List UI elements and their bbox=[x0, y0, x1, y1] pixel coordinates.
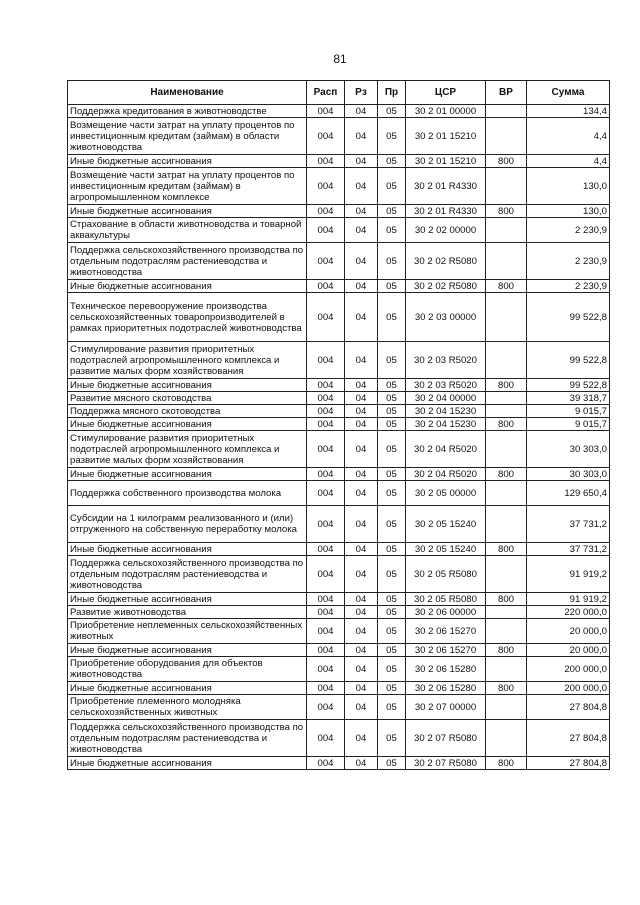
cell-name: Страхование в области животноводства и товарной аквакультуры bbox=[68, 218, 307, 243]
cell-pr: 05 bbox=[378, 543, 406, 556]
cell-sum: 9 015,7 bbox=[527, 418, 610, 431]
cell-rz: 04 bbox=[345, 556, 378, 593]
cell-rasp: 004 bbox=[307, 293, 345, 342]
cell-rasp: 004 bbox=[307, 606, 345, 619]
cell-name: Стимулирование развития приоритетных подотраслей агропромышленного комплекса и развитие малых форм хозяйствования bbox=[68, 342, 307, 379]
cell-rasp: 004 bbox=[307, 118, 345, 155]
cell-sum: 99 522,8 bbox=[527, 293, 610, 342]
table-row bbox=[68, 293, 610, 342]
table-row bbox=[68, 593, 610, 606]
cell-pr: 05 bbox=[378, 243, 406, 280]
cell-rasp: 004 bbox=[307, 644, 345, 657]
budget-table bbox=[67, 80, 610, 770]
cell-rz: 04 bbox=[345, 168, 378, 205]
table-row bbox=[68, 218, 610, 243]
cell-rasp: 004 bbox=[307, 280, 345, 293]
cell-sum: 200 000,0 bbox=[527, 682, 610, 695]
cell-rasp: 004 bbox=[307, 720, 345, 757]
cell-csr: 30 2 04 15230 bbox=[406, 405, 486, 418]
cell-sum: 99 522,8 bbox=[527, 342, 610, 379]
cell-name: Поддержка сельскохозяйственного производства по отдельным подотраслям растениеводства и животноводства bbox=[68, 720, 307, 757]
cell-pr: 05 bbox=[378, 695, 406, 720]
cell-csr: 30 2 05 15240 bbox=[406, 543, 486, 556]
cell-csr: 30 2 01 00000 bbox=[406, 105, 486, 118]
cell-rz: 04 bbox=[345, 379, 378, 392]
cell-rasp: 004 bbox=[307, 468, 345, 481]
cell-vr: 800 bbox=[486, 593, 527, 606]
cell-csr: 30 2 05 R5080 bbox=[406, 556, 486, 593]
cell-name: Поддержка сельскохозяйственного производства по отдельным подотраслям растениеводства и животноводства bbox=[68, 556, 307, 593]
cell-sum: 30 303,0 bbox=[527, 431, 610, 468]
table-row bbox=[68, 757, 610, 770]
cell-vr: 800 bbox=[486, 205, 527, 218]
cell-name: Поддержка сельскохозяйственного производства по отдельным подотраслям растениеводства и животноводства bbox=[68, 243, 307, 280]
cell-pr: 05 bbox=[378, 392, 406, 405]
cell-vr bbox=[486, 293, 527, 342]
cell-vr bbox=[486, 392, 527, 405]
cell-rz: 04 bbox=[345, 644, 378, 657]
cell-rz: 04 bbox=[345, 682, 378, 695]
cell-vr bbox=[486, 657, 527, 682]
cell-pr: 05 bbox=[378, 218, 406, 243]
cell-csr: 30 2 06 00000 bbox=[406, 606, 486, 619]
cell-vr bbox=[486, 481, 527, 506]
cell-pr: 05 bbox=[378, 757, 406, 770]
cell-rz: 04 bbox=[345, 418, 378, 431]
cell-pr: 05 bbox=[378, 431, 406, 468]
cell-rasp: 004 bbox=[307, 205, 345, 218]
cell-rasp: 004 bbox=[307, 506, 345, 543]
cell-csr: 30 2 04 R5020 bbox=[406, 468, 486, 481]
cell-rz: 04 bbox=[345, 606, 378, 619]
header-rz: Рз bbox=[345, 81, 378, 105]
cell-vr: 800 bbox=[486, 418, 527, 431]
cell-csr: 30 2 07 R5080 bbox=[406, 757, 486, 770]
cell-pr: 05 bbox=[378, 280, 406, 293]
cell-csr: 30 2 04 00000 bbox=[406, 392, 486, 405]
cell-vr bbox=[486, 168, 527, 205]
cell-sum: 20 000,0 bbox=[527, 644, 610, 657]
cell-vr bbox=[486, 405, 527, 418]
cell-sum: 220 000,0 bbox=[527, 606, 610, 619]
cell-rasp: 004 bbox=[307, 481, 345, 506]
table-row bbox=[68, 543, 610, 556]
cell-pr: 05 bbox=[378, 657, 406, 682]
cell-vr bbox=[486, 218, 527, 243]
cell-pr: 05 bbox=[378, 379, 406, 392]
cell-name: Техническое перевооружение производства сельскохозяйственных товаропроизводителей в рамках приоритетных подотраслей животноводства bbox=[68, 293, 307, 342]
cell-rz: 04 bbox=[345, 757, 378, 770]
cell-vr: 800 bbox=[486, 543, 527, 556]
table-row bbox=[68, 682, 610, 695]
cell-rz: 04 bbox=[345, 280, 378, 293]
cell-rasp: 004 bbox=[307, 418, 345, 431]
cell-vr bbox=[486, 506, 527, 543]
table-row bbox=[68, 405, 610, 418]
cell-csr: 30 2 05 R5080 bbox=[406, 593, 486, 606]
cell-csr: 30 2 06 15270 bbox=[406, 644, 486, 657]
cell-rz: 04 bbox=[345, 481, 378, 506]
cell-sum: 30 303,0 bbox=[527, 468, 610, 481]
cell-rasp: 004 bbox=[307, 243, 345, 280]
table-row bbox=[68, 606, 610, 619]
cell-name: Стимулирование развития приоритетных подотраслей агропромышленного комплекса и развитие малых форм хозяйствования bbox=[68, 431, 307, 468]
cell-rasp: 004 bbox=[307, 379, 345, 392]
header-pr: Пр bbox=[378, 81, 406, 105]
cell-rz: 04 bbox=[345, 342, 378, 379]
table-row bbox=[68, 481, 610, 506]
cell-name: Поддержка мясного скотоводства bbox=[68, 405, 307, 418]
cell-csr: 30 2 07 00000 bbox=[406, 695, 486, 720]
cell-rasp: 004 bbox=[307, 682, 345, 695]
cell-csr: 30 2 01 15210 bbox=[406, 155, 486, 168]
cell-pr: 05 bbox=[378, 342, 406, 379]
cell-rasp: 004 bbox=[307, 218, 345, 243]
cell-rasp: 004 bbox=[307, 155, 345, 168]
cell-sum: 4,4 bbox=[527, 155, 610, 168]
table-row bbox=[68, 379, 610, 392]
cell-pr: 05 bbox=[378, 556, 406, 593]
cell-name: Приобретение племенного молодняка сельскохозяйственных животных bbox=[68, 695, 307, 720]
cell-csr: 30 2 02 00000 bbox=[406, 218, 486, 243]
header-vr: ВР bbox=[486, 81, 527, 105]
cell-pr: 05 bbox=[378, 168, 406, 205]
cell-sum: 27 804,8 bbox=[527, 695, 610, 720]
cell-rz: 04 bbox=[345, 155, 378, 168]
cell-csr: 30 2 03 00000 bbox=[406, 293, 486, 342]
cell-name: Приобретение оборудования для объектов животноводства bbox=[68, 657, 307, 682]
cell-name: Иные бюджетные ассигнования bbox=[68, 280, 307, 293]
cell-name: Иные бюджетные ассигнования bbox=[68, 205, 307, 218]
header-sum: Сумма bbox=[527, 81, 610, 105]
table-row bbox=[68, 556, 610, 593]
cell-sum: 134,4 bbox=[527, 105, 610, 118]
cell-vr bbox=[486, 105, 527, 118]
cell-name: Поддержка кредитования в животноводстве bbox=[68, 105, 307, 118]
cell-vr bbox=[486, 342, 527, 379]
cell-vr: 800 bbox=[486, 757, 527, 770]
table-row bbox=[68, 506, 610, 543]
cell-pr: 05 bbox=[378, 155, 406, 168]
cell-vr bbox=[486, 556, 527, 593]
table-row bbox=[68, 657, 610, 682]
cell-sum: 4,4 bbox=[527, 118, 610, 155]
cell-sum: 37 731,2 bbox=[527, 506, 610, 543]
cell-rz: 04 bbox=[345, 218, 378, 243]
cell-name: Приобретение неплеменных сельскохозяйственных животных bbox=[68, 619, 307, 644]
cell-name: Иные бюджетные ассигнования bbox=[68, 757, 307, 770]
cell-name: Иные бюджетные ассигнования bbox=[68, 468, 307, 481]
cell-name: Иные бюджетные ассигнования bbox=[68, 418, 307, 431]
cell-sum: 37 731,2 bbox=[527, 543, 610, 556]
cell-sum: 99 522,8 bbox=[527, 379, 610, 392]
table-row bbox=[68, 155, 610, 168]
cell-rz: 04 bbox=[345, 392, 378, 405]
cell-vr bbox=[486, 695, 527, 720]
cell-csr: 30 2 07 R5080 bbox=[406, 720, 486, 757]
table-row bbox=[68, 468, 610, 481]
cell-pr: 05 bbox=[378, 619, 406, 644]
cell-rasp: 004 bbox=[307, 593, 345, 606]
cell-rasp: 004 bbox=[307, 757, 345, 770]
cell-name: Поддержка собственного производства молока bbox=[68, 481, 307, 506]
table-row bbox=[68, 243, 610, 280]
cell-pr: 05 bbox=[378, 293, 406, 342]
cell-csr: 30 2 01 R4330 bbox=[406, 168, 486, 205]
cell-rasp: 004 bbox=[307, 619, 345, 644]
cell-rz: 04 bbox=[345, 105, 378, 118]
table-row bbox=[68, 392, 610, 405]
cell-sum: 200 000,0 bbox=[527, 657, 610, 682]
cell-pr: 05 bbox=[378, 593, 406, 606]
cell-csr: 30 2 01 15210 bbox=[406, 118, 486, 155]
cell-vr bbox=[486, 720, 527, 757]
cell-pr: 05 bbox=[378, 405, 406, 418]
cell-pr: 05 bbox=[378, 682, 406, 695]
table-row bbox=[68, 280, 610, 293]
cell-vr bbox=[486, 243, 527, 280]
cell-name: Иные бюджетные ассигнования bbox=[68, 644, 307, 657]
cell-csr: 30 2 04 15230 bbox=[406, 418, 486, 431]
table-row bbox=[68, 342, 610, 379]
cell-rz: 04 bbox=[345, 243, 378, 280]
cell-rz: 04 bbox=[345, 543, 378, 556]
cell-rz: 04 bbox=[345, 205, 378, 218]
cell-pr: 05 bbox=[378, 118, 406, 155]
cell-sum: 20 000,0 bbox=[527, 619, 610, 644]
cell-name: Иные бюджетные ассигнования bbox=[68, 543, 307, 556]
table-header-row bbox=[68, 81, 610, 105]
cell-rasp: 004 bbox=[307, 556, 345, 593]
cell-rasp: 004 bbox=[307, 342, 345, 379]
cell-csr: 30 2 06 15280 bbox=[406, 657, 486, 682]
cell-name: Возмещение части затрат на уплату процентов по инвестиционным кредитам (займам) в агропромышленном комплексе bbox=[68, 168, 307, 205]
cell-pr: 05 bbox=[378, 506, 406, 543]
cell-sum: 27 804,8 bbox=[527, 757, 610, 770]
table-row bbox=[68, 431, 610, 468]
cell-name: Иные бюджетные ассигнования bbox=[68, 155, 307, 168]
cell-rasp: 004 bbox=[307, 657, 345, 682]
cell-csr: 30 2 04 R5020 bbox=[406, 431, 486, 468]
cell-pr: 05 bbox=[378, 205, 406, 218]
cell-pr: 05 bbox=[378, 720, 406, 757]
table-row bbox=[68, 105, 610, 118]
cell-sum: 91 919,2 bbox=[527, 593, 610, 606]
cell-name: Иные бюджетные ассигнования bbox=[68, 379, 307, 392]
cell-rz: 04 bbox=[345, 593, 378, 606]
cell-vr: 800 bbox=[486, 644, 527, 657]
cell-rz: 04 bbox=[345, 695, 378, 720]
cell-rasp: 004 bbox=[307, 431, 345, 468]
cell-vr: 800 bbox=[486, 379, 527, 392]
cell-csr: 30 2 03 R5020 bbox=[406, 342, 486, 379]
cell-name: Субсидии на 1 килограмм реализованного и (или) отгруженного на собственную переработку молока bbox=[68, 506, 307, 543]
cell-vr: 800 bbox=[486, 682, 527, 695]
cell-rasp: 004 bbox=[307, 105, 345, 118]
cell-rz: 04 bbox=[345, 431, 378, 468]
cell-csr: 30 2 05 00000 bbox=[406, 481, 486, 506]
header-name: Наименование bbox=[68, 81, 307, 105]
cell-csr: 30 2 06 15270 bbox=[406, 619, 486, 644]
page-number: 81 bbox=[333, 52, 347, 66]
cell-pr: 05 bbox=[378, 468, 406, 481]
cell-vr: 800 bbox=[486, 155, 527, 168]
cell-vr: 800 bbox=[486, 468, 527, 481]
table-row bbox=[68, 619, 610, 644]
cell-rasp: 004 bbox=[307, 543, 345, 556]
cell-vr: 800 bbox=[486, 280, 527, 293]
cell-rasp: 004 bbox=[307, 695, 345, 720]
cell-sum: 2 230,9 bbox=[527, 280, 610, 293]
cell-sum: 130,0 bbox=[527, 205, 610, 218]
cell-pr: 05 bbox=[378, 481, 406, 506]
cell-vr bbox=[486, 431, 527, 468]
table-row bbox=[68, 695, 610, 720]
table-row bbox=[68, 418, 610, 431]
cell-sum: 27 804,8 bbox=[527, 720, 610, 757]
cell-rasp: 004 bbox=[307, 168, 345, 205]
cell-sum: 39 318,7 bbox=[527, 392, 610, 405]
cell-rz: 04 bbox=[345, 720, 378, 757]
table-row bbox=[68, 168, 610, 205]
cell-rasp: 004 bbox=[307, 392, 345, 405]
table-row bbox=[68, 118, 610, 155]
table-row bbox=[68, 205, 610, 218]
cell-csr: 30 2 02 R5080 bbox=[406, 280, 486, 293]
cell-csr: 30 2 05 15240 bbox=[406, 506, 486, 543]
cell-sum: 9 015,7 bbox=[527, 405, 610, 418]
cell-csr: 30 2 02 R5080 bbox=[406, 243, 486, 280]
cell-csr: 30 2 01 R4330 bbox=[406, 205, 486, 218]
cell-csr: 30 2 06 15280 bbox=[406, 682, 486, 695]
header-rasp: Расп bbox=[307, 81, 345, 105]
cell-name: Развитие животноводства bbox=[68, 606, 307, 619]
cell-rz: 04 bbox=[345, 118, 378, 155]
cell-vr bbox=[486, 118, 527, 155]
cell-rasp: 004 bbox=[307, 405, 345, 418]
table-row bbox=[68, 720, 610, 757]
header-csr: ЦСР bbox=[406, 81, 486, 105]
cell-pr: 05 bbox=[378, 644, 406, 657]
cell-vr bbox=[486, 606, 527, 619]
cell-name: Иные бюджетные ассигнования bbox=[68, 682, 307, 695]
cell-sum: 2 230,9 bbox=[527, 218, 610, 243]
cell-csr: 30 2 03 R5020 bbox=[406, 379, 486, 392]
cell-sum: 130,0 bbox=[527, 168, 610, 205]
cell-rz: 04 bbox=[345, 657, 378, 682]
cell-name: Возмещение части затрат на уплату процентов по инвестиционным кредитам (займам) в области животноводства bbox=[68, 118, 307, 155]
cell-rz: 04 bbox=[345, 405, 378, 418]
cell-sum: 91 919,2 bbox=[527, 556, 610, 593]
cell-sum: 2 230,9 bbox=[527, 243, 610, 280]
cell-rz: 04 bbox=[345, 619, 378, 644]
cell-name: Иные бюджетные ассигнования bbox=[68, 593, 307, 606]
cell-sum: 129 650,4 bbox=[527, 481, 610, 506]
table-row bbox=[68, 644, 610, 657]
cell-pr: 05 bbox=[378, 105, 406, 118]
cell-pr: 05 bbox=[378, 418, 406, 431]
cell-pr: 05 bbox=[378, 606, 406, 619]
cell-rz: 04 bbox=[345, 468, 378, 481]
cell-rz: 04 bbox=[345, 506, 378, 543]
cell-name: Развитие мясного скотоводства bbox=[68, 392, 307, 405]
cell-rz: 04 bbox=[345, 293, 378, 342]
cell-vr bbox=[486, 619, 527, 644]
